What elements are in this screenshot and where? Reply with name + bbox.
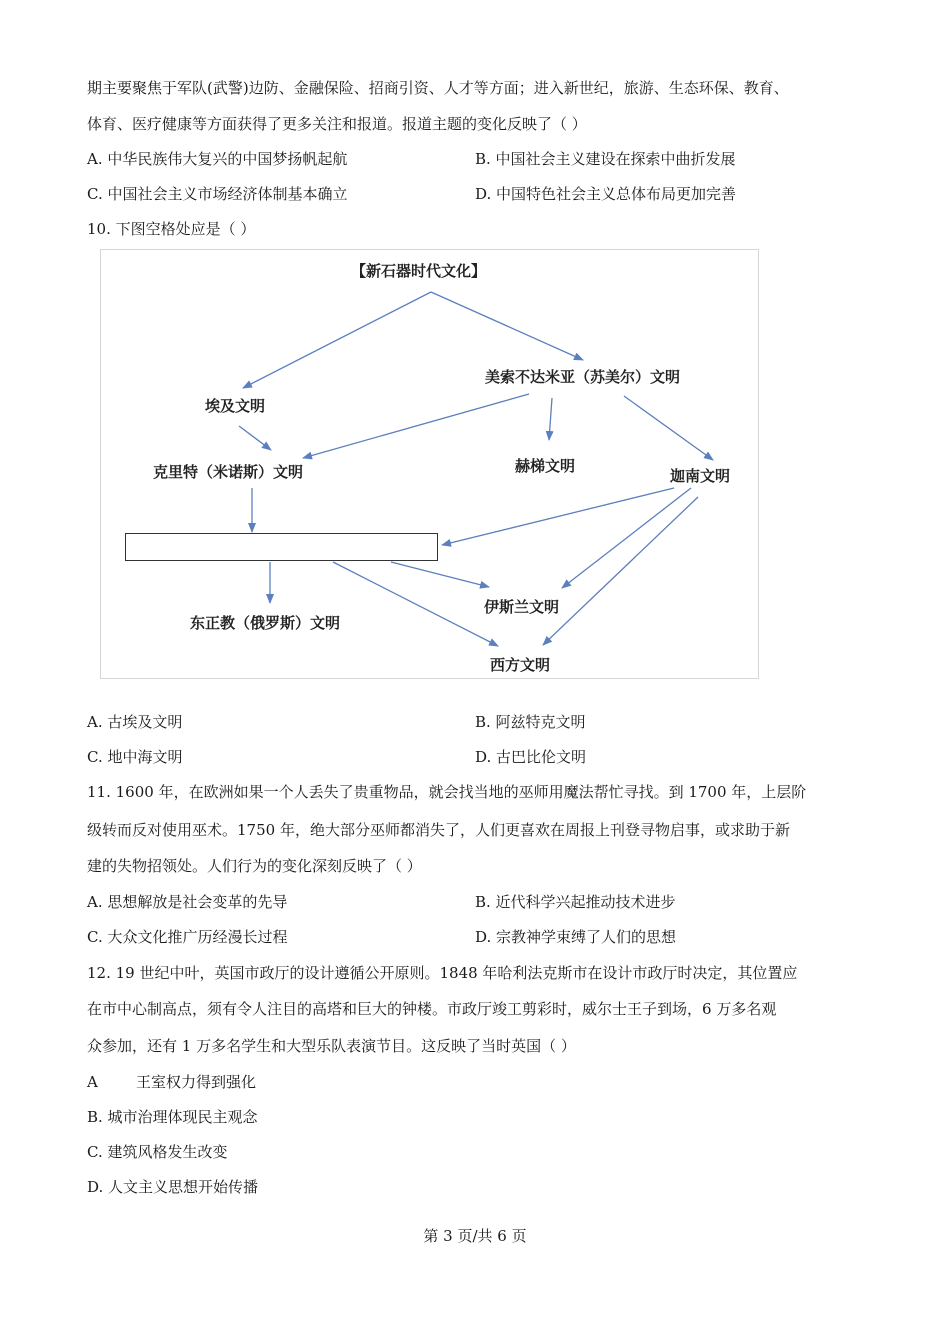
arrow-meso-hittite <box>549 398 552 440</box>
arrow-canaan-islam <box>562 488 691 588</box>
q10-option-b: B. 阿兹特克文明 <box>475 713 586 731</box>
node-west: 西方文明 <box>490 656 551 674</box>
q12-option-d: D. 人文主义思想开始传播 <box>87 1178 259 1196</box>
node-orthodox: 东正教（俄罗斯）文明 <box>190 614 341 632</box>
arrow-box-islam <box>391 562 489 587</box>
q12-option-c: C. 建筑风格发生改变 <box>87 1143 228 1161</box>
q12-line-2: 在市中心制高点，须有令人注目的高塔和巨大的钟楼。市政厅竣工剪彩时，威尔士王子到场，6 万多名观 <box>87 1000 777 1018</box>
page-footer: 第 3 页/共 6 页 <box>423 1227 527 1245</box>
q12-option-b: B. 城市治理体现民主观念 <box>87 1108 258 1126</box>
blank-answer-box <box>125 533 438 561</box>
q12-line-1: 12. 19 世纪中叶，英国市政厅的设计遵循公开原则。1848 年哈利法克斯市在设计市政厅时决定，其位置应 <box>87 964 798 982</box>
arrow-meso-canaan <box>624 396 713 460</box>
q11-line-2: 级转而反对使用巫术。1750 年，绝大部分巫师都消失了，人们更喜欢在周报上刊登寻物启事，或求助于新 <box>87 821 790 839</box>
arrow-meso-crete <box>303 394 529 458</box>
q9-option-d: D. 中国特色社会主义总体布局更加完善 <box>475 185 737 203</box>
q9-option-c: C. 中国社会主义市场经济体制基本确立 <box>87 185 348 203</box>
arrow-canaan-box <box>442 488 674 545</box>
q10-option-c: C. 地中海文明 <box>87 748 183 766</box>
q11-line-1: 11. 1600 年，在欧洲如果一个人丢失了贵重物品，就会找当地的巫师用魔法帮忙寻找。到 1700 年，上层阶 <box>87 783 807 801</box>
arrow-root-egypt <box>243 292 431 388</box>
q11-option-b: B. 近代科学兴起推动技术进步 <box>475 893 676 911</box>
q9-option-a: A. 中华民族伟大复兴的中国梦扬帆起航 <box>87 150 348 168</box>
q10-option-d: D. 古巴比伦文明 <box>475 748 587 766</box>
arrow-box-west <box>333 562 498 646</box>
q12-option-a-label: A <box>87 1073 98 1091</box>
intro-line-2: 体育、医疗健康等方面获得了更多关注和报道。报道主题的变化反映了（ ） <box>87 115 587 133</box>
q9-option-b: B. 中国社会主义建设在探索中曲折发展 <box>475 150 736 168</box>
q12-option-a-text: 王室权力得到强化 <box>136 1073 257 1091</box>
node-canaan: 迦南文明 <box>670 467 731 485</box>
node-mesopotamia: 美索不达米亚（苏美尔）文明 <box>485 368 681 386</box>
node-egypt: 埃及文明 <box>205 397 266 415</box>
arrow-egypt-crete <box>239 426 271 450</box>
q11-option-a: A. 思想解放是社会变革的先导 <box>87 893 288 911</box>
civilization-diagram <box>100 249 759 679</box>
arrow-canaan-west <box>543 497 698 645</box>
q11-option-d: D. 宗教神学束缚了人们的思想 <box>475 928 677 946</box>
node-hittite: 赫梯文明 <box>515 457 576 475</box>
node-islam: 伊斯兰文明 <box>484 598 560 616</box>
arrow-root-mesopotamia <box>431 292 583 360</box>
q12-line-3: 众参加，还有 1 万多名学生和大型乐队表演节目。这反映了当时英国（ ） <box>87 1037 576 1055</box>
intro-line-1: 期主要聚焦于军队(武警)边防、金融保险、招商引资、人才等方面；进入新世纪，旅游、生态环保、教育、 <box>87 79 789 97</box>
q10-option-a: A. 古埃及文明 <box>87 713 183 731</box>
node-crete: 克里特（米诺斯）文明 <box>153 463 304 481</box>
node-neolithic: 【新石器时代文化】 <box>351 262 487 280</box>
q11-line-3: 建的失物招领处。人们行为的变化深刻反映了（ ） <box>87 857 422 875</box>
q10-stem: 10. 下图空格处应是（ ） <box>87 220 256 238</box>
q11-option-c: C. 大众文化推广历经漫长过程 <box>87 928 288 946</box>
